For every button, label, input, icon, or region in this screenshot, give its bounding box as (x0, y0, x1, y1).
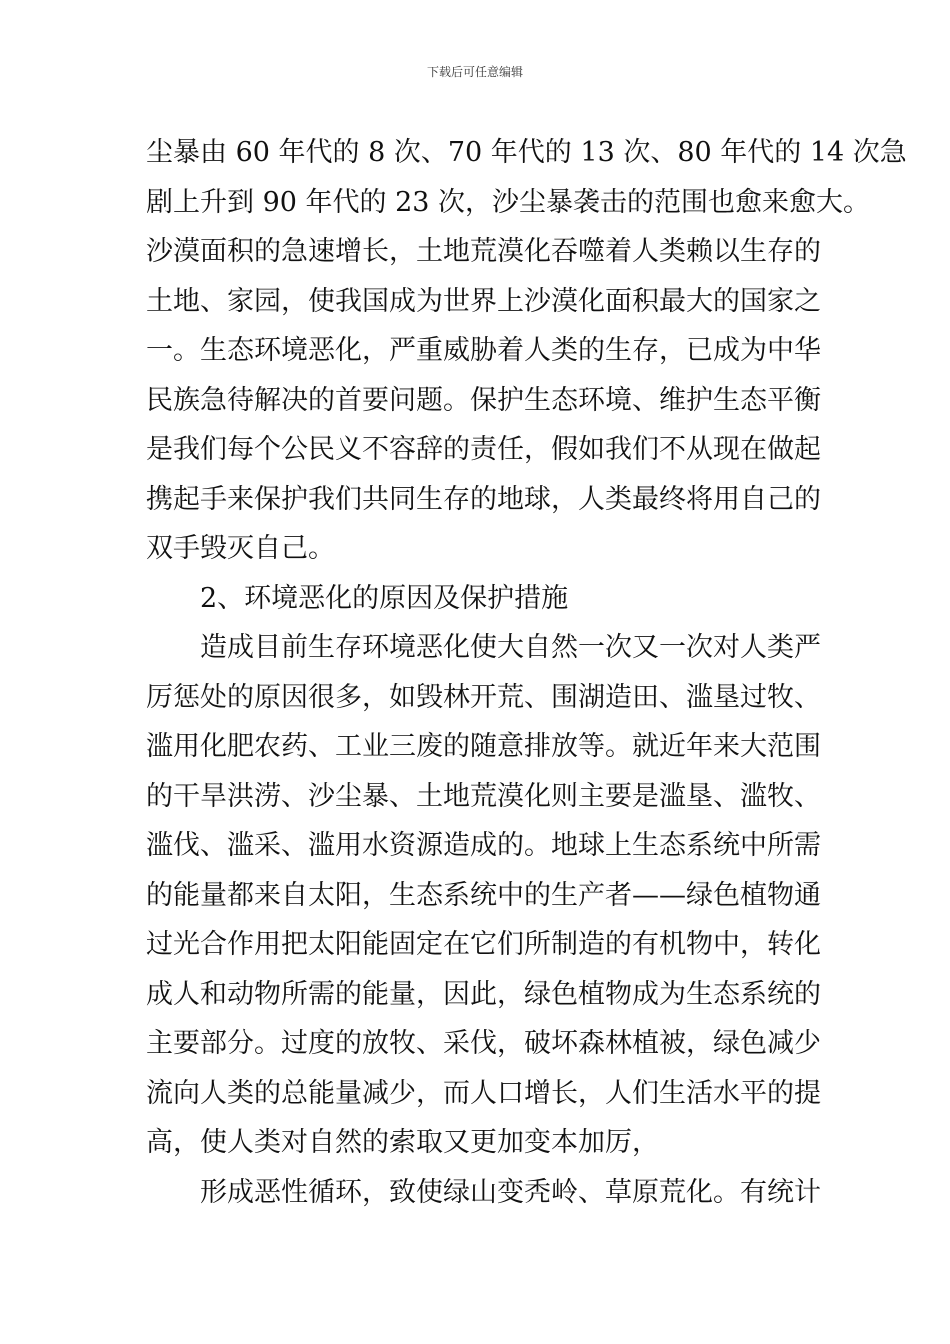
body-line: 流向人类的总能量减少，而人口增长，人们生活水平的提 (146, 1077, 821, 1109)
body-line: 携起手来保护我们共同生存的地球，人类最终将用自己的 (146, 483, 821, 515)
body-line: 土地、家园，使我国成为世界上沙漠化面积最大的国家之 (146, 285, 821, 317)
body-line: 尘暴由 60 年代的 8 次、70 年代的 13 次、80 年代的 14 次急 (146, 137, 907, 168)
body-line: 厉惩处的原因很多，如毁林开荒、围湖造田、滥垦过牧、 (146, 681, 821, 713)
body-line: 沙漠面积的急速增长，土地荒漠化吞噬着人类赖以生存的 (146, 236, 821, 267)
body-line: 是我们每个公民义不容辞的责任，假如我们不从现在做起 (146, 434, 821, 465)
body-line: 高，使人类对自然的索取又更加变本加厉， (146, 1127, 659, 1158)
body-line: 成人和动物所需的能量，因此，绿色植物成为生态系统的 (146, 978, 821, 1010)
body-line: 造成目前生存环境恶化使大自然一次又一次对人类严 (200, 632, 821, 663)
body-line: 形成恶性循环，致使绿山变秃岭、草原荒化。有统计 (200, 1176, 821, 1208)
document-body (146, 128, 907, 1217)
section-heading: 2、环境恶化的原因及保护措施 (200, 582, 569, 614)
body-line: 滥伐、滥采、滥用水资源造成的。地球上生态系统中所需 (146, 830, 821, 861)
body-line: 剧上升到 90 年代的 23 次，沙尘暴袭击的范围也愈来愈大。 (146, 186, 871, 218)
body-line: 民族急待解决的首要问题。保护生态环境、维护生态平衡 (146, 384, 821, 416)
body-line: 的能量都来自太阳，生态系统中的生产者——绿色植物通 (146, 879, 821, 911)
body-line: 滥用化肥农药、工业三废的随意排放等。就近年来大范围 (146, 731, 821, 762)
body-line: 过光合作用把太阳能固定在它们所制造的有机物中，转化 (146, 929, 821, 960)
body-line: 的干旱洪涝、沙尘暴、土地荒漠化则主要是滥垦、滥牧、 (146, 780, 821, 812)
body-line: 一。生态环境恶化，严重威胁着人类的生存，已成为中华 (146, 335, 821, 366)
body-line: 主要部分。过度的放牧、采伐，破坏森林植被，绿色减少 (146, 1028, 821, 1059)
body-line: 双手毁灭自己。 (146, 533, 335, 564)
page-header: 下载后可任意编辑 (426, 65, 523, 79)
